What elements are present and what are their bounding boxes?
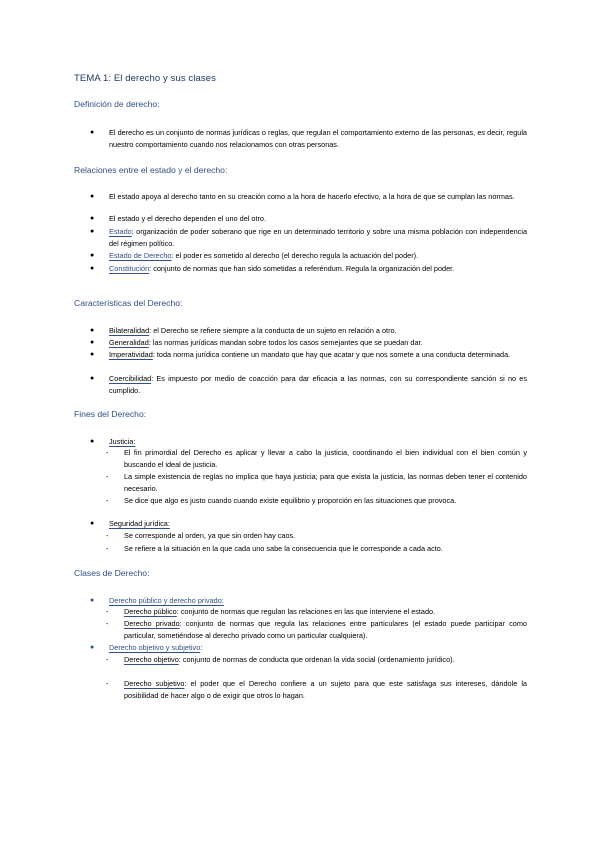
group-label-seguridad: Seguridad jurídica: (109, 519, 170, 528)
dash-icon: - (106, 607, 109, 616)
bullet-icon: ● (90, 252, 95, 259)
term-derecho-publico: Derecho público (124, 607, 177, 616)
term-estado: Estado (109, 227, 132, 236)
dash-icon: - (106, 679, 109, 688)
section-heading-definicion: Definición de derecho: (74, 99, 160, 109)
sub-item: Derecho público: conjunto de normas que regulan las relaciones en las que interviene el estado. (124, 607, 436, 616)
section-heading-caracteristicas: Características del Derecho: (74, 298, 183, 308)
bullet-icon: ● (90, 438, 95, 445)
sub-item: Se dice que algo es justo cuando cuando existe equilibrio y proporción en las situaciones que provoca. (124, 496, 457, 505)
list-item: El estado apoya al derecho tanto en su creación como a la hora de hacerlo efectivo, a la hora de que se cumplan las normas. (109, 192, 515, 201)
dash-icon: - (106, 531, 109, 540)
group-label-objetivo-subjetivo: Derecho objetivo y subjetivo: (109, 643, 203, 652)
term-coercibilidad: Coercibilidad (109, 374, 152, 383)
bullet-icon: ● (90, 129, 95, 136)
group-label-publico-privado: Derecho público y derecho privado: (109, 596, 224, 605)
term-derecho-privado: Derecho privado (124, 619, 180, 628)
term-constitucion: Constitución (109, 264, 150, 273)
term-imperatividad: Imperatividad (109, 350, 153, 359)
list-item: El estado y el derecho dependen el uno del otro. (109, 214, 266, 223)
bullet-icon: ● (90, 597, 95, 604)
sub-item: La simple existencia de reglas no implica que haya justicia; para que exista la justicia, las normas deben tener el contenido necesario. (124, 472, 527, 494)
bullet-icon: ● (90, 327, 95, 334)
list-item: Estado de Derecho: el poder es sometido al derecho (el derecho regula la actuación del poder). (109, 251, 419, 260)
dash-icon: - (106, 496, 109, 505)
sub-item: Se corresponde al orden, ya que sin orden hay caos. (124, 531, 296, 540)
sub-item: Derecho privado: conjunto de normas que regula las relaciones entre particulares (el estado puede participar como particular, sometiéndose al derecho privado como un particular cualquiera). (124, 619, 527, 641)
sub-item: El fin primordial del Derecho es aplicar y llevar a cabo la justicia, coordinando el bien individual con el bien común y buscando el ideal de justicia. (124, 448, 527, 470)
group-label-justicia: Justicia: (109, 437, 136, 446)
dash-icon: - (106, 619, 109, 628)
term-derecho-objetivo: Derecho objetivo (124, 655, 179, 664)
paragraph: El derecho es un conjunto de normas jurídicas o reglas, que regulan el comportamiento externo de las personas, es decir, regula nuestro comportamiento cuando nos relacionamos con otras personas. (109, 128, 527, 150)
bullet-icon: ● (90, 265, 95, 272)
sub-item: Se refiere a la situación en la que cada uno sabe la consecuencia que le corresponde a cada acto. (124, 544, 443, 553)
list-item: Estado: organización de poder soberano que rige en un determinado territorio y sobre una misma población con independencia del régimen político. (109, 227, 527, 249)
list-item: Imperatividad: toda norma jurídica contiene un mandato que hay que acatar y que nos somete a una conducta determinada. (109, 350, 511, 359)
bullet-icon: ● (90, 215, 95, 222)
section-heading-fines: Fines del Derecho: (74, 409, 147, 419)
bullet-icon: ● (90, 339, 95, 346)
sub-item: Derecho objetivo: conjunto de normas de conducta que ordenan la vida social (ordenamiento jurídico). (124, 655, 455, 664)
list-item: Bilateralidad: el Derecho se refiere siempre a la conducta de un sujeto en relación a otro. (109, 326, 397, 335)
term-bilateralidad: Bilateralidad (109, 326, 150, 335)
term-derecho-subjetivo: Derecho subjetivo (124, 679, 185, 688)
list-item: Constitución: conjunto de normas que han sido sometidas a referéndum. Regula la organización del poder. (109, 264, 455, 273)
dash-icon: - (106, 655, 109, 664)
bullet-icon: ● (90, 193, 95, 200)
dash-icon: - (106, 448, 109, 457)
dash-icon: - (106, 544, 109, 553)
section-heading-clases: Clases de Derecho: (74, 568, 150, 578)
sub-item: Derecho subjetivo: el poder que el Derecho confiere a un sujeto para que este satisfaga sus intereses, dándole la posibilidad de hacer algo o de exigir que otros lo hagan. (124, 679, 527, 701)
dash-icon: - (106, 472, 109, 481)
bullet-icon: ● (90, 351, 95, 358)
bullet-icon: ● (90, 520, 95, 527)
term-estado-de-derecho: Estado de Derecho (109, 251, 172, 260)
bullet-icon: ● (90, 644, 95, 651)
bullet-icon: ● (90, 375, 95, 382)
document-title: TEMA 1: El derecho y sus clases (74, 73, 216, 84)
bullet-icon: ● (90, 228, 95, 235)
section-heading-relaciones: Relaciones entre el estado y el derecho: (74, 165, 228, 175)
term-generalidad: Generalidad (109, 338, 149, 347)
list-item: Coercibilidad: Es impuesto por medio de coacción para dar eficacia a las normas, con su correspondiente sanción si no es cumplido. (109, 374, 527, 396)
list-item: Generalidad: las normas jurídicas mandan sobre todos los casos semejantes que se puedan dar. (109, 338, 423, 347)
